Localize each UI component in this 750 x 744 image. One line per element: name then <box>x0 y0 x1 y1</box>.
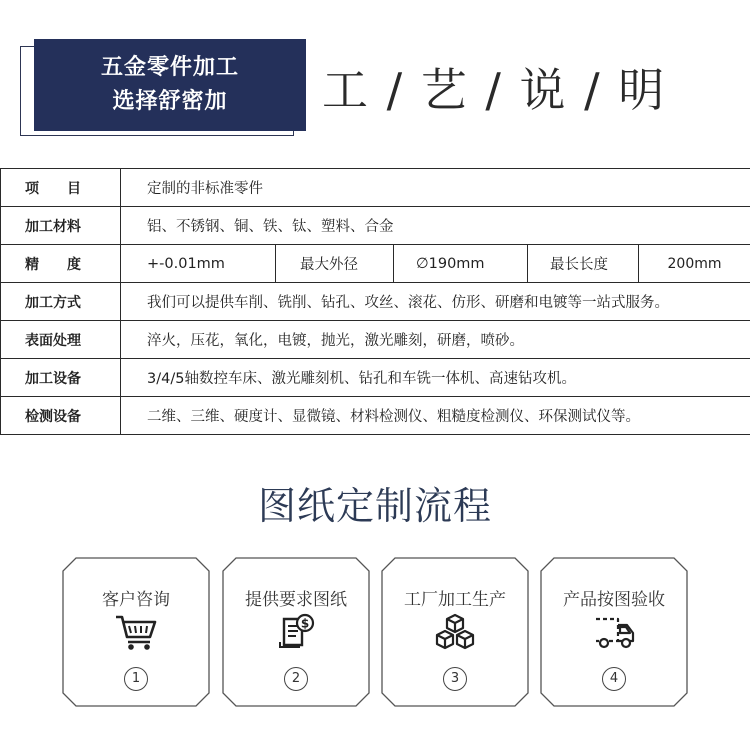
table-row <box>1 359 750 397</box>
flow-step-2 <box>222 557 370 707</box>
item-label: 项 目 <box>1 169 121 207</box>
invoice-dollar-icon <box>272 611 320 651</box>
page-title: 工 / 艺 / 说 / 明 <box>322 63 667 117</box>
inspection-value: 二维、三维、硬度计、显微镜、材料检测仪、粗糙度检测仪、环保测试仪等。 <box>121 397 750 435</box>
step-number: 2 <box>284 667 308 691</box>
method-label: 加工方式 <box>1 283 121 321</box>
material-label: 加工材料 <box>1 207 121 245</box>
flow-step-4 <box>540 557 688 707</box>
flow-title: 图纸定制流程 <box>257 484 492 528</box>
precision-label: 精 度 <box>1 245 121 283</box>
badge-line-1: 五金零件加工 <box>100 55 239 80</box>
precision-value: +-0.01mm <box>121 245 276 283</box>
table-row <box>1 245 750 283</box>
table-row <box>1 321 750 359</box>
boxes-icon <box>431 611 479 651</box>
surface-value: 淬火，压花，氧化，电镀，抛光，激光雕刻，研磨，喷砂。 <box>121 321 750 359</box>
max-length-label: 最长长度 <box>528 245 639 283</box>
step-label: 客户咨询 <box>102 590 170 610</box>
table-row <box>1 169 750 207</box>
inspection-label: 检测设备 <box>1 397 121 435</box>
step-label: 工厂加工生产 <box>404 590 506 610</box>
badge-line-2: 选择舒密加 <box>112 89 228 114</box>
max-diameter-label: 最大外径 <box>276 245 394 283</box>
table-row <box>1 283 750 321</box>
method-value: 我们可以提供车削、铣削、钻孔、攻丝、滚花、仿形、研磨和电镀等一站式服务。 <box>121 283 750 321</box>
table-row <box>1 207 750 245</box>
step-number: 1 <box>124 667 148 691</box>
surface-label: 表面处理 <box>1 321 121 359</box>
step-label: 提供要求图纸 <box>245 590 347 610</box>
max-length-value: 200mm <box>639 245 750 283</box>
spec-table <box>0 168 750 435</box>
flow-step-3 <box>381 557 529 707</box>
step-number: 4 <box>602 667 626 691</box>
flow-step-1 <box>62 557 210 707</box>
item-value: 定制的非标准零件 <box>121 169 750 207</box>
header-badge <box>34 39 306 131</box>
equipment-label: 加工设备 <box>1 359 121 397</box>
table-row <box>1 397 750 435</box>
shopping-cart-icon <box>112 611 160 651</box>
material-value: 铝、不锈钢、铜、铁、钛、塑料、合金 <box>121 207 750 245</box>
delivery-truck-icon <box>590 611 638 651</box>
step-label: 产品按图验收 <box>563 590 665 610</box>
equipment-value: 3/4/5轴数控车床、激光雕刻机、钻孔和车铣一体机、高速钻攻机。 <box>121 359 750 397</box>
svg-text:$: $ <box>300 616 310 631</box>
max-diameter-value: ∅190mm <box>394 245 528 283</box>
step-number: 3 <box>443 667 467 691</box>
